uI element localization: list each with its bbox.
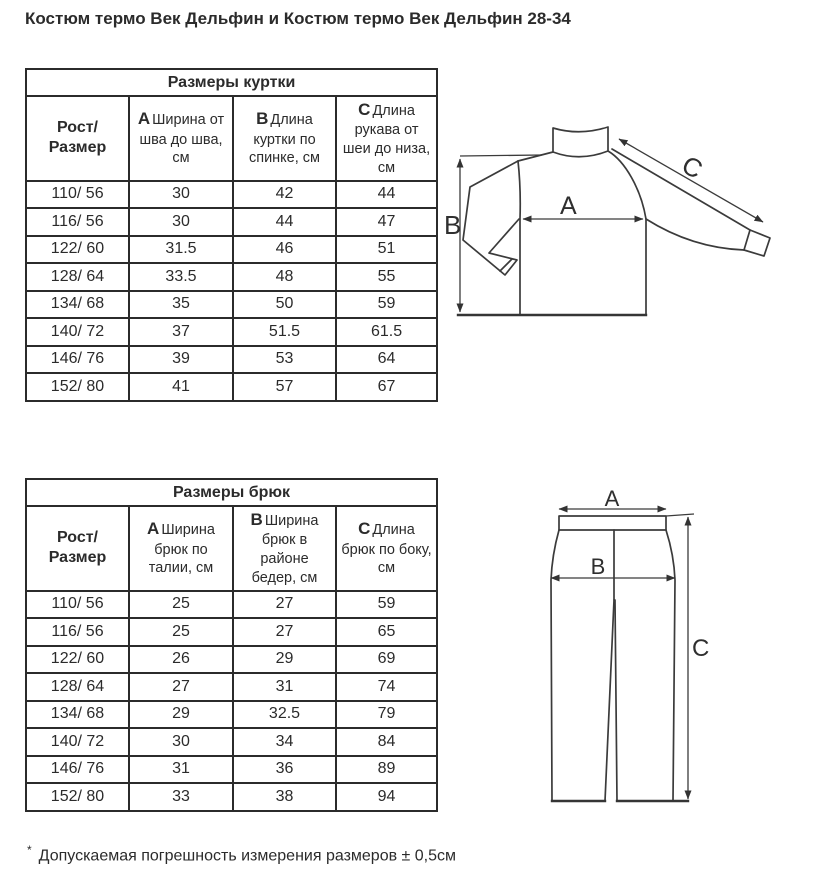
table-cell: 26 — [129, 646, 233, 674]
table-cell: 32.5 — [233, 701, 336, 729]
table-cell: 31.5 — [129, 236, 233, 264]
jacket-collar — [553, 127, 608, 157]
table-cell: 65 — [336, 618, 437, 646]
table-row — [26, 591, 437, 619]
table-cell: 140/ 72 — [26, 318, 129, 346]
table-cell: 122/ 60 — [26, 236, 129, 264]
pants-c-guide — [666, 514, 694, 516]
footnote — [27, 843, 456, 865]
table-cell: 50 — [233, 291, 336, 319]
table-row — [26, 728, 437, 756]
pants-left-inner-leg — [605, 600, 614, 801]
table-cell: 140/ 72 — [26, 728, 129, 756]
table-cell: 59 — [336, 591, 437, 619]
table-cell: 152/ 80 — [26, 373, 129, 401]
table-cell: 44 — [336, 181, 437, 209]
pants-col-header-size: Рост/Размер — [26, 506, 129, 591]
jacket-col-header-b — [233, 96, 336, 181]
pants-col-header-b — [233, 506, 336, 591]
pants-col-b-letter: B — [250, 510, 263, 529]
page-title: Костюм термо Век Дельфин и Костюм термо Век Дельфин 28-34 — [25, 9, 571, 28]
pants-waistband — [559, 516, 666, 530]
pants-dim-b-label: B — [590, 554, 606, 579]
pants-right-inner-leg — [615, 600, 617, 801]
table-cell: 25 — [129, 618, 233, 646]
jacket-col-b-letter: B — [256, 109, 269, 129]
jacket-col-b-label: Длина куртки по спинке, см — [248, 112, 321, 167]
table-row — [26, 756, 437, 784]
table-cell: 55 — [336, 263, 437, 291]
table-row — [26, 318, 437, 346]
table-cell: 30 — [129, 728, 233, 756]
jacket-col-header-a — [129, 96, 233, 181]
table-cell: 74 — [336, 673, 437, 701]
table-cell: 35 — [129, 291, 233, 319]
jacket-body-right — [608, 151, 646, 315]
pants-col-a-letter: A — [147, 519, 160, 539]
table-cell: 146/ 76 — [26, 346, 129, 374]
jacket-size-table — [25, 68, 438, 402]
pants-size-table — [25, 478, 438, 812]
table-row — [26, 646, 437, 674]
jacket-dim-a-label: A — [560, 192, 577, 220]
table-cell: 27 — [233, 591, 336, 619]
table-cell: 128/ 64 — [26, 263, 129, 291]
table-cell: 31 — [129, 756, 233, 784]
table-cell: 46 — [233, 236, 336, 264]
pants-col-b-label: Ширина брюк в районе бедер, см — [251, 513, 319, 586]
table-row — [26, 208, 437, 236]
jacket-dim-c-label: C — [677, 149, 708, 185]
table-cell: 116/ 56 — [26, 208, 129, 236]
table-cell: 84 — [336, 728, 437, 756]
jacket-table-title: Размеры куртки — [26, 69, 437, 96]
table-cell: 34 — [233, 728, 336, 756]
table-cell: 38 — [233, 783, 336, 811]
jacket-right-sleeve-top — [612, 149, 750, 230]
table-cell: 152/ 80 — [26, 783, 129, 811]
pants-measurements — [551, 486, 709, 799]
table-cell: 39 — [129, 346, 233, 374]
jacket-diagram — [440, 103, 800, 338]
table-cell: 31 — [233, 673, 336, 701]
table-cell: 29 — [233, 646, 336, 674]
table-row — [26, 673, 437, 701]
jacket-b-guide — [460, 155, 542, 156]
table-cell: 122/ 60 — [26, 646, 129, 674]
pants-col-header-c — [336, 506, 437, 591]
pants-col-c-letter: C — [358, 519, 371, 539]
table-cell: 27 — [233, 618, 336, 646]
table-row — [26, 236, 437, 264]
jacket-col-a-label: Ширина от шва до шва, см — [139, 112, 225, 167]
jacket-left-sleeve — [463, 161, 519, 275]
table-cell: 25 — [129, 591, 233, 619]
table-cell: 36 — [233, 756, 336, 784]
jacket-body-left — [518, 161, 520, 315]
table-cell: 27 — [129, 673, 233, 701]
table-cell: 67 — [336, 373, 437, 401]
table-cell: 79 — [336, 701, 437, 729]
table-cell: 30 — [129, 181, 233, 209]
table-row — [26, 291, 437, 319]
pants-left-side — [551, 530, 559, 801]
table-cell: 51 — [336, 236, 437, 264]
table-cell: 47 — [336, 208, 437, 236]
jacket-dim-b-label: B — [444, 210, 462, 240]
table-cell: 146/ 76 — [26, 756, 129, 784]
jacket-col-c-letter: C — [358, 100, 371, 119]
jacket-col-header-size: Рост/Размер — [26, 96, 129, 181]
table-row — [26, 618, 437, 646]
table-cell: 128/ 64 — [26, 673, 129, 701]
table-row — [26, 373, 437, 401]
table-cell: 33.5 — [129, 263, 233, 291]
table-cell: 53 — [233, 346, 336, 374]
jacket-left-shoulder — [518, 152, 553, 161]
pants-diagram — [545, 483, 715, 830]
table-cell: 116/ 56 — [26, 618, 129, 646]
table-cell: 41 — [129, 373, 233, 401]
pants-table-title: Размеры брюк — [26, 479, 437, 506]
table-cell: 29 — [129, 701, 233, 729]
pants-outline — [551, 516, 688, 801]
table-row — [26, 263, 437, 291]
footnote-text: Допускаемая погрешность измерения размеров ± 0,5см — [38, 847, 457, 865]
pants-right-side — [666, 530, 675, 801]
jacket-right-sleeve-bottom — [646, 219, 744, 250]
table-cell: 61.5 — [336, 318, 437, 346]
jacket-measurements — [444, 139, 763, 312]
table-cell: 110/ 56 — [26, 591, 129, 619]
pants-dim-a-label: A — [604, 486, 620, 511]
table-cell: 37 — [129, 318, 233, 346]
table-cell: 89 — [336, 756, 437, 784]
table-row — [26, 783, 437, 811]
table-cell: 134/ 68 — [26, 701, 129, 729]
jacket-col-header-c — [336, 96, 437, 181]
table-cell: 51.5 — [233, 318, 336, 346]
table-cell: 48 — [233, 263, 336, 291]
table-cell: 57 — [233, 373, 336, 401]
table-cell: 42 — [233, 181, 336, 209]
pants-dim-c-label: C — [692, 635, 710, 662]
pants-col-header-a — [129, 506, 233, 591]
table-cell: 33 — [129, 783, 233, 811]
pants-col-a-label: Ширина брюк по талии, см — [148, 522, 215, 577]
table-row — [26, 701, 437, 729]
table-cell: 59 — [336, 291, 437, 319]
pants-col-c-label: Длина брюк по боку, см — [341, 522, 432, 577]
jacket-col-a-letter: A — [137, 109, 151, 129]
table-cell: 134/ 68 — [26, 291, 129, 319]
table-row — [26, 346, 437, 374]
footnote-marker: * — [27, 843, 32, 857]
jacket-col-c-label: Длина рукава от шеи до низа, см — [342, 103, 431, 176]
table-cell: 30 — [129, 208, 233, 236]
jacket-right-cuff — [744, 230, 770, 256]
table-cell: 110/ 56 — [26, 181, 129, 209]
table-cell: 94 — [336, 783, 437, 811]
table-cell: 44 — [233, 208, 336, 236]
table-cell: 64 — [336, 346, 437, 374]
table-cell: 69 — [336, 646, 437, 674]
table-row — [26, 181, 437, 209]
